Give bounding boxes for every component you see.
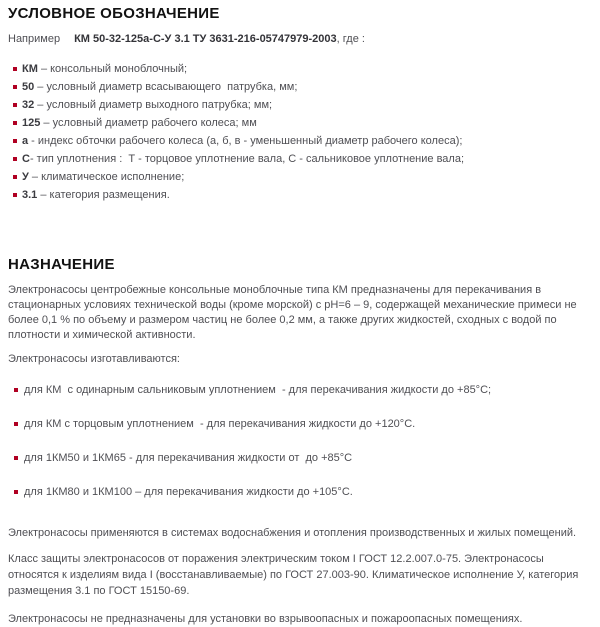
- term: С: [22, 153, 30, 165]
- bullet-square-icon: [13, 175, 17, 179]
- term: КМ: [22, 63, 38, 75]
- section-title-designation: УСЛОВНОЕ ОБОЗНАЧЕНИЕ: [8, 5, 220, 22]
- term: а: [22, 135, 29, 147]
- restriction-paragraph: Электронасосы не предназначены для установки во взрывоопасных и пожароопасных помещениях.: [8, 613, 523, 625]
- section-title-purpose: НАЗНАЧЕНИЕ: [8, 256, 115, 273]
- term-desc: – категория размещения.: [37, 189, 170, 201]
- bullet-square-icon: [13, 85, 17, 89]
- list-item: [8, 168, 592, 186]
- bullet-square-icon: [13, 103, 17, 107]
- example-prefix: Например: [8, 33, 61, 45]
- term-desc: - тип уплотнения : Т - торцовое уплотнение вала, С - сальниковое уплотнение вала;: [29, 153, 465, 165]
- term-desc: – условный диаметр рабочего колеса; мм: [40, 117, 257, 129]
- list-item: [8, 383, 592, 398]
- bullet-square-icon: [14, 456, 18, 460]
- term: 3.1: [22, 189, 38, 201]
- bullet-square-icon: [13, 157, 17, 161]
- list-item: [8, 114, 592, 132]
- designation-example-line: [8, 32, 592, 47]
- term: У: [22, 171, 29, 183]
- list-item: [8, 132, 592, 150]
- term-desc: – условный диаметр выходного патрубка; мм;: [34, 99, 273, 111]
- variants-list: [8, 383, 592, 500]
- bullet-square-icon: [14, 422, 18, 426]
- list-item: [8, 60, 592, 78]
- application-paragraph: Электронасосы применяются в системах водоснабжения и отопления производственных и жилых помещений.: [8, 527, 577, 539]
- example-suffix: , где :: [336, 33, 365, 45]
- list-item: [8, 417, 592, 432]
- term-desc: - индекс обточки рабочего колеса (а, б, в - уменьшенный диаметр рабочего колеса);: [28, 135, 463, 147]
- variant-text: для КМ с торцовым уплотнением - для перекачивания жидкости до +120°С.: [24, 418, 416, 430]
- variant-text: для 1КМ50 и 1КМ65 - для перекачивания жидкости от до +85°С: [24, 452, 353, 464]
- term-desc: – консольный моноблочный;: [37, 63, 188, 75]
- manufactured-intro: Электронасосы изготавливаются:: [8, 353, 180, 365]
- designation-list: [8, 60, 592, 204]
- variant-text: для КМ с одинарным сальниковым уплотнением - для перекачивания жидкости до +85°С;: [24, 384, 492, 396]
- term: 32: [22, 99, 35, 111]
- term: 50: [22, 81, 35, 93]
- protection-class-paragraph: Класс защиты электронасосов от поражения электрическим током I ГОСТ 12.2.007.0-75. Электронасосы относятся к изделиям вида I (восстанавливаемые) по ГОСТ 27.003-90. Климатическое исполнение У, категория размещения 3.1 по ГОСТ 15150-69.: [8, 553, 582, 597]
- term-desc: – условный диаметр всасывающего патрубка, мм;: [34, 81, 298, 93]
- list-item: [8, 150, 592, 168]
- example-code: КМ 50-32-125а-С-У 3.1 ТУ 3631-216-05747979-2003: [74, 33, 337, 45]
- bullet-square-icon: [13, 67, 17, 71]
- list-item: [8, 451, 592, 466]
- purpose-paragraph: Электронасосы центробежные консольные моноблочные типа КМ предназначены для перекачивания в стационарных условиях технической воды (кроме морской) с pH=6 – 9, содержащей механические примеси не более 0,1 % по объему и размером частиц не более 0,2 мм, а также других жидкостей, сходных с водой по плотности и химической активности.: [8, 284, 580, 341]
- variant-text: для 1КМ80 и 1КМ100 – для перекачивания жидкости до +105°С.: [24, 486, 353, 498]
- bullet-square-icon: [13, 121, 17, 125]
- bullet-square-icon: [14, 388, 18, 392]
- bullet-square-icon: [13, 139, 17, 143]
- term: 125: [22, 117, 41, 129]
- list-item: [8, 485, 592, 500]
- list-item: [8, 186, 592, 204]
- bullet-square-icon: [14, 490, 18, 494]
- list-item: [8, 78, 592, 96]
- bullet-square-icon: [13, 193, 17, 197]
- term-desc: – климатическое исполнение;: [28, 171, 185, 183]
- list-item: [8, 96, 592, 114]
